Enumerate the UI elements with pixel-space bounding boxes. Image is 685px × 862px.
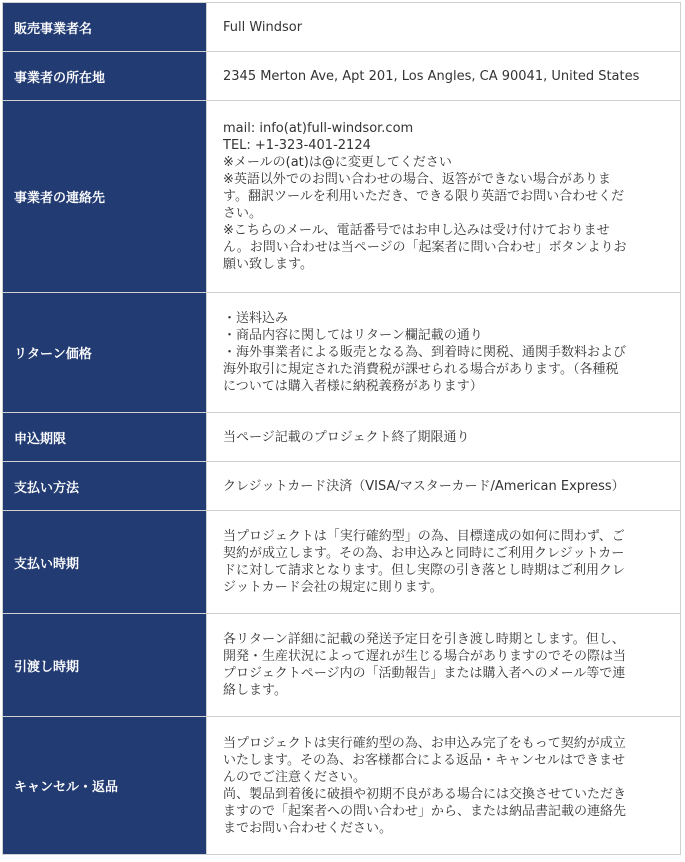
value-line: については購入者様に納税義務があります） [223,379,483,394]
row-label-payment-timing: 支払い時期 [3,511,207,614]
row-value-payment-timing [207,511,681,614]
value-line: ・送料込み [223,311,289,326]
value-line: ジットカード会社の規定に則ります。 [223,580,443,595]
value-line: す。翻訳ツールを利用いただき、できる限り英語でお問い合わせくだ [223,189,625,204]
value-line: mail: info(at)full-windsor.com [223,121,414,136]
value-line: 開発・生産状況によって遅れが生じる場合がありますのでその際は当 [223,649,627,664]
value-line: 契約が成立します。その為、お申込みと同時にご利用クレジットカー [223,546,625,561]
row-label-delivery-timing: 引渡し時期 [3,614,207,717]
value-line: 尚、製品到着後に破損や初期不良がある場合には交換させていただき [223,786,627,802]
row-label-cancellation-returns: キャンセル・返品 [3,717,207,855]
table-row [3,293,681,413]
row-value-return-price [207,293,681,413]
row-value-payment-method [207,462,681,511]
value-line: TEL: +1-323-401-2124 [223,138,371,153]
table-row [3,511,681,614]
value-line: んのでご注意ください。 [223,769,367,785]
value-line: 2345 Merton Ave, Apt 201, Los Angles, CA 90041, United States [223,68,640,84]
row-label-return-price: リターン価格 [3,293,207,413]
table-row [3,413,681,462]
value-line: ますので「起案者への問い合わせ」から、または納品書記載の連絡先 [223,803,627,819]
row-value-seller-name [207,3,681,52]
table-row [3,717,681,855]
value-line: ん。お問い合わせは当ページの「起案者に問い合わせ」ボタンよりお [223,240,627,255]
row-value-application-deadline [207,413,681,462]
row-label-seller-name: 販売事業者名 [3,3,207,52]
table-row [3,462,681,511]
value-line: 当ページ記載のプロジェクト終了期限通り [223,429,470,445]
value-line: ※こちらのメール、電話番号ではお申し込みは受け付けておりませ [223,223,610,238]
value-line: ・商品内容に関してはリターン欄記載の通り [223,328,483,343]
value-line: 願い致します。 [223,257,313,272]
table-row [3,52,681,101]
value-line: ※英語以外でのお問い合わせの場合、返答ができない場合がありま [223,172,611,187]
value-line: いたします。その為、お客様都合による返品・キャンセルはできませ [223,752,625,768]
row-value-cancellation-returns [207,717,681,855]
value-line: ※メールの(at)は@に変更してください [223,155,452,170]
row-value-delivery-timing [207,614,681,717]
value-line: 各リターン詳細に記載の発送予定日を引き渡し時期とします。但し、 [223,632,625,647]
value-line: 絡します。 [223,683,287,698]
seller-info-table [2,2,681,855]
row-value-address [207,52,681,101]
row-label-contact: 事業者の連絡先 [3,101,207,293]
value-line: ドに対して請求となります。但し実際の引き落とし時期はご利用クレ [223,563,625,578]
value-line: 海外取引に規定された消費税が課せられる場合があります。（各種税 [223,362,619,377]
row-label-address: 事業者の所在地 [3,52,207,101]
value-line: さい。 [223,206,263,221]
table-row [3,3,681,52]
table-row [3,614,681,717]
value-line: プロジェクトページ内の「活動報告」または購入者へのメール等で連 [223,666,626,681]
value-line: ・海外事業者による販売となる為、到着時に関税、通関手数料および [223,345,627,360]
value-line: までお問い合わせください。 [223,820,393,836]
table-row [3,101,681,293]
value-line: クレジットカード決済（VISA/マスターカード/American Express） [223,478,625,494]
value-line: 当プロジェクトは実行確約型の為、お申込み完了をもって契約が成立 [223,735,626,751]
row-label-payment-method: 支払い方法 [3,462,207,511]
value-line: 当プロジェクトは「実行確約型」の為、目標達成の如何に問わず、ご [223,529,625,544]
row-label-application-deadline: 申込期限 [3,413,207,462]
value-line: Full Windsor [223,19,303,35]
row-value-contact [207,101,681,293]
